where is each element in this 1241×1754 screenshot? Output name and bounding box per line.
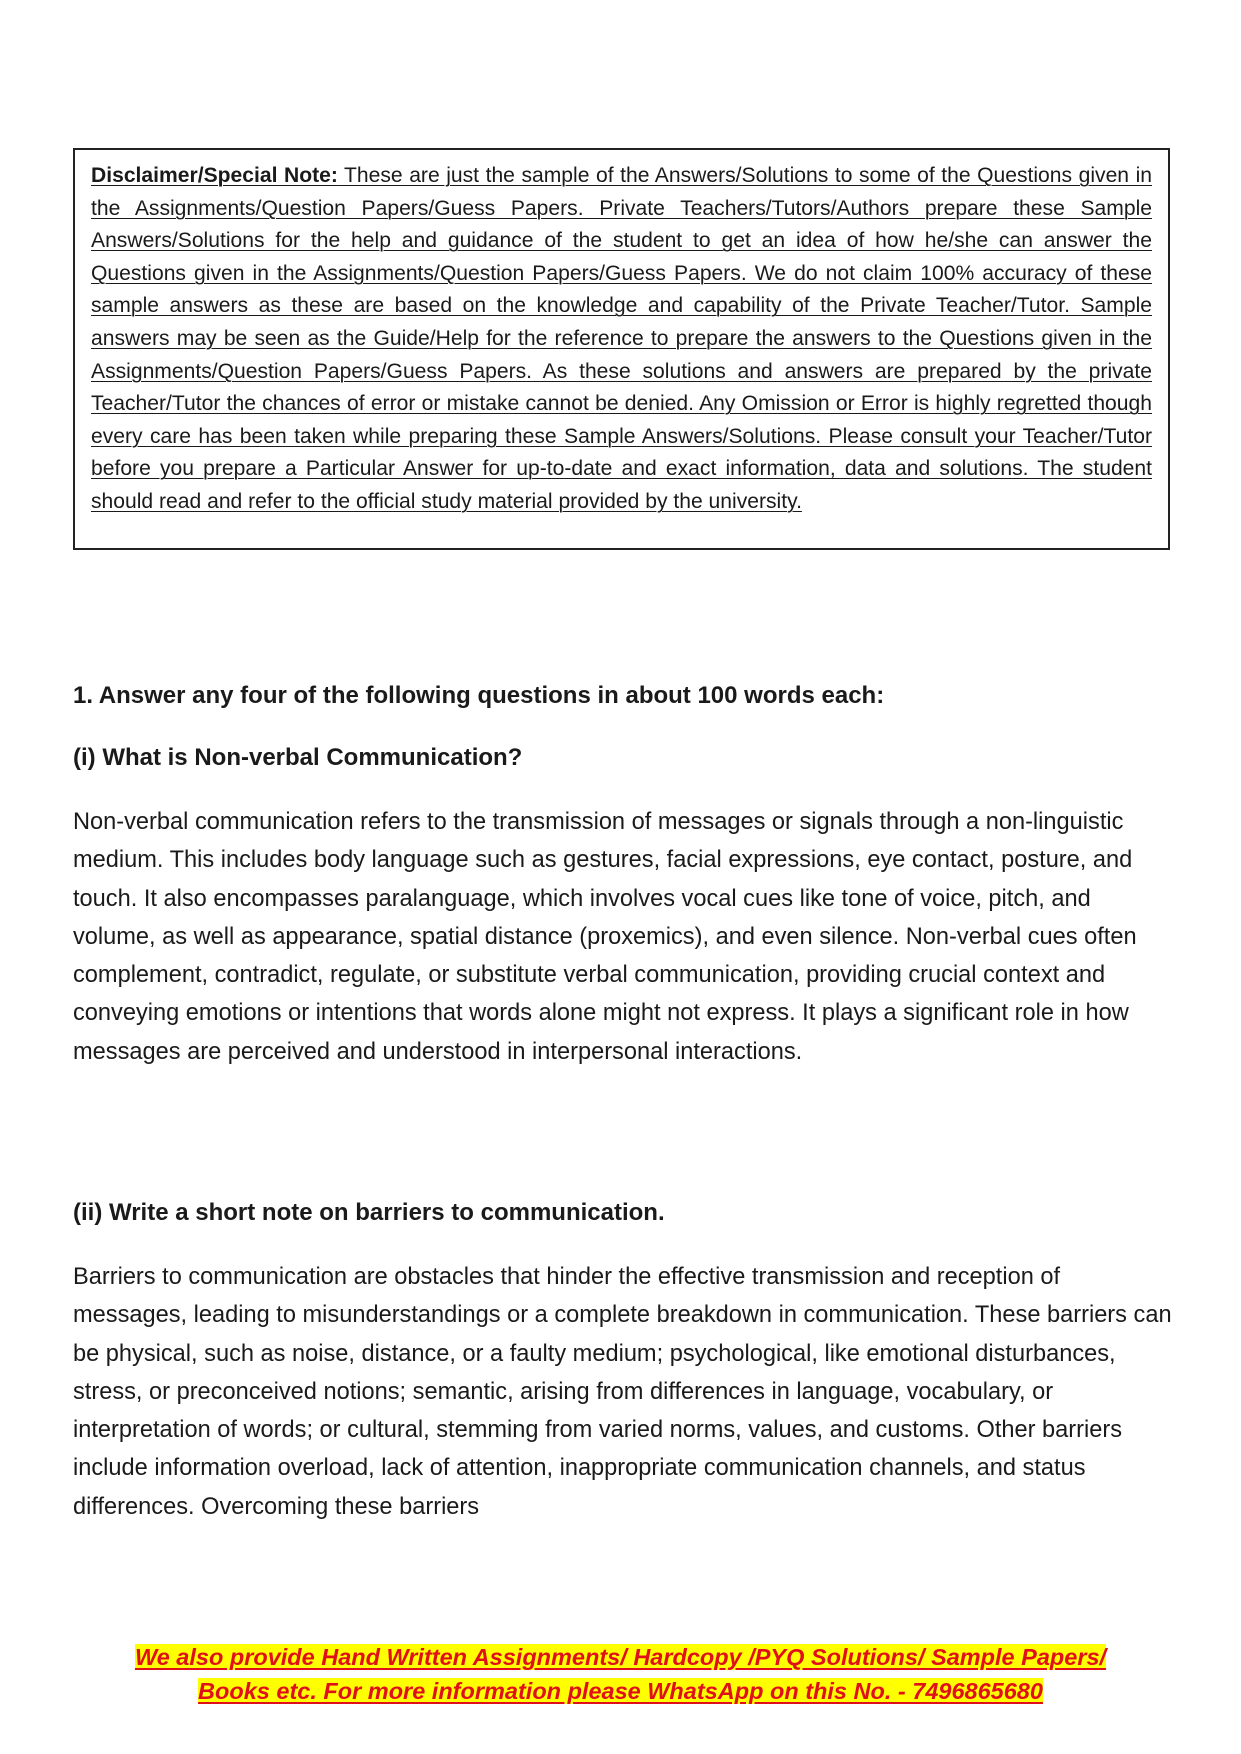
disclaimer-label: Disclaimer/Special Note: [91, 164, 338, 187]
question-2-answer: Barriers to communication are obstacles that hinder the effective transmission and reception of messages, leading to misunderstandings or a complete breakdown in communication. These barriers can be physical, such as noise, distance, or a faulty medium; psychological, like emotional disturbances, stress, or preconceived notions; semantic, arising from differences in language, vocabulary, or interpretation of words; or cultural, stemming from varied norms, values, and customs. Other barriers include information overload, lack of attention, inappropriate communication channels, and status differences. Overcoming these barriers [73, 1264, 1172, 1520]
main-question-heading: 1. Answer any four of the following questions in about 100 words each: [73, 682, 885, 709]
question-1-answer: Non-verbal communication refers to the transmission of messages or signals through a non-linguistic medium. This includes body language such as gestures, facial expressions, eye contact, posture, and touch. It also encompasses paralanguage, which involves vocal cues like tone of voice, pitch, and volume, as well as appearance, spatial distance (proxemics), and even silence. Non-verbal cues often complement, contradict, regulate, or substitute verbal communication, providing crucial context and conveying emotions or intentions that words alone might not express. It plays a significant role in how messages are perceived and understood in interpersonal interactions. [73, 809, 1137, 1065]
disclaimer-box [73, 148, 1170, 550]
question-2-heading: (ii) Write a short note on barriers to communication. [73, 1199, 665, 1226]
promo-line-2: Books etc. For more information please WhatsApp on this No. - 7496865680 [198, 1678, 1043, 1704]
disclaimer-body: These are just the sample of the Answers/Solutions to some of the Questions given in the Assignments/Question Papers/Guess Papers. Private Teachers/Tutors/Authors prepare these Sample Answers/Solutions for the help and guidance of the student to get an idea of how he/she can answer the Questions given in the Assignments/Question Papers/Guess Papers. We do not claim 100% accuracy of these sample answers as these are based on the knowledge and capability of the Private Teacher/Tutor. Sample answers may be seen as the Guide/Help for the reference to prepare the answers to the Questions given in the Assignments/Question Papers/Guess Papers. As these solutions and answers are prepared by the private Teacher/Tutor the chances of error or mistake cannot be denied. Any Omission or Error is highly regretted though every care has been taken while preparing these Sample Answers/Solutions. Please consult your Teacher/Tutor before you prepare a Particular Answer for up-to-date and exact information, data and solutions. The student should read and refer to the official study material provided by the university. [91, 164, 1152, 513]
promo-line-1: We also provide Hand Written Assignments/ Hardcopy /PYQ Solutions/ Sample Papers/ [134, 1644, 1107, 1670]
promo-footer [0, 1640, 1241, 1708]
question-1-heading: (i) What is Non-verbal Communication? [73, 744, 523, 771]
disclaimer-text [91, 160, 1152, 519]
